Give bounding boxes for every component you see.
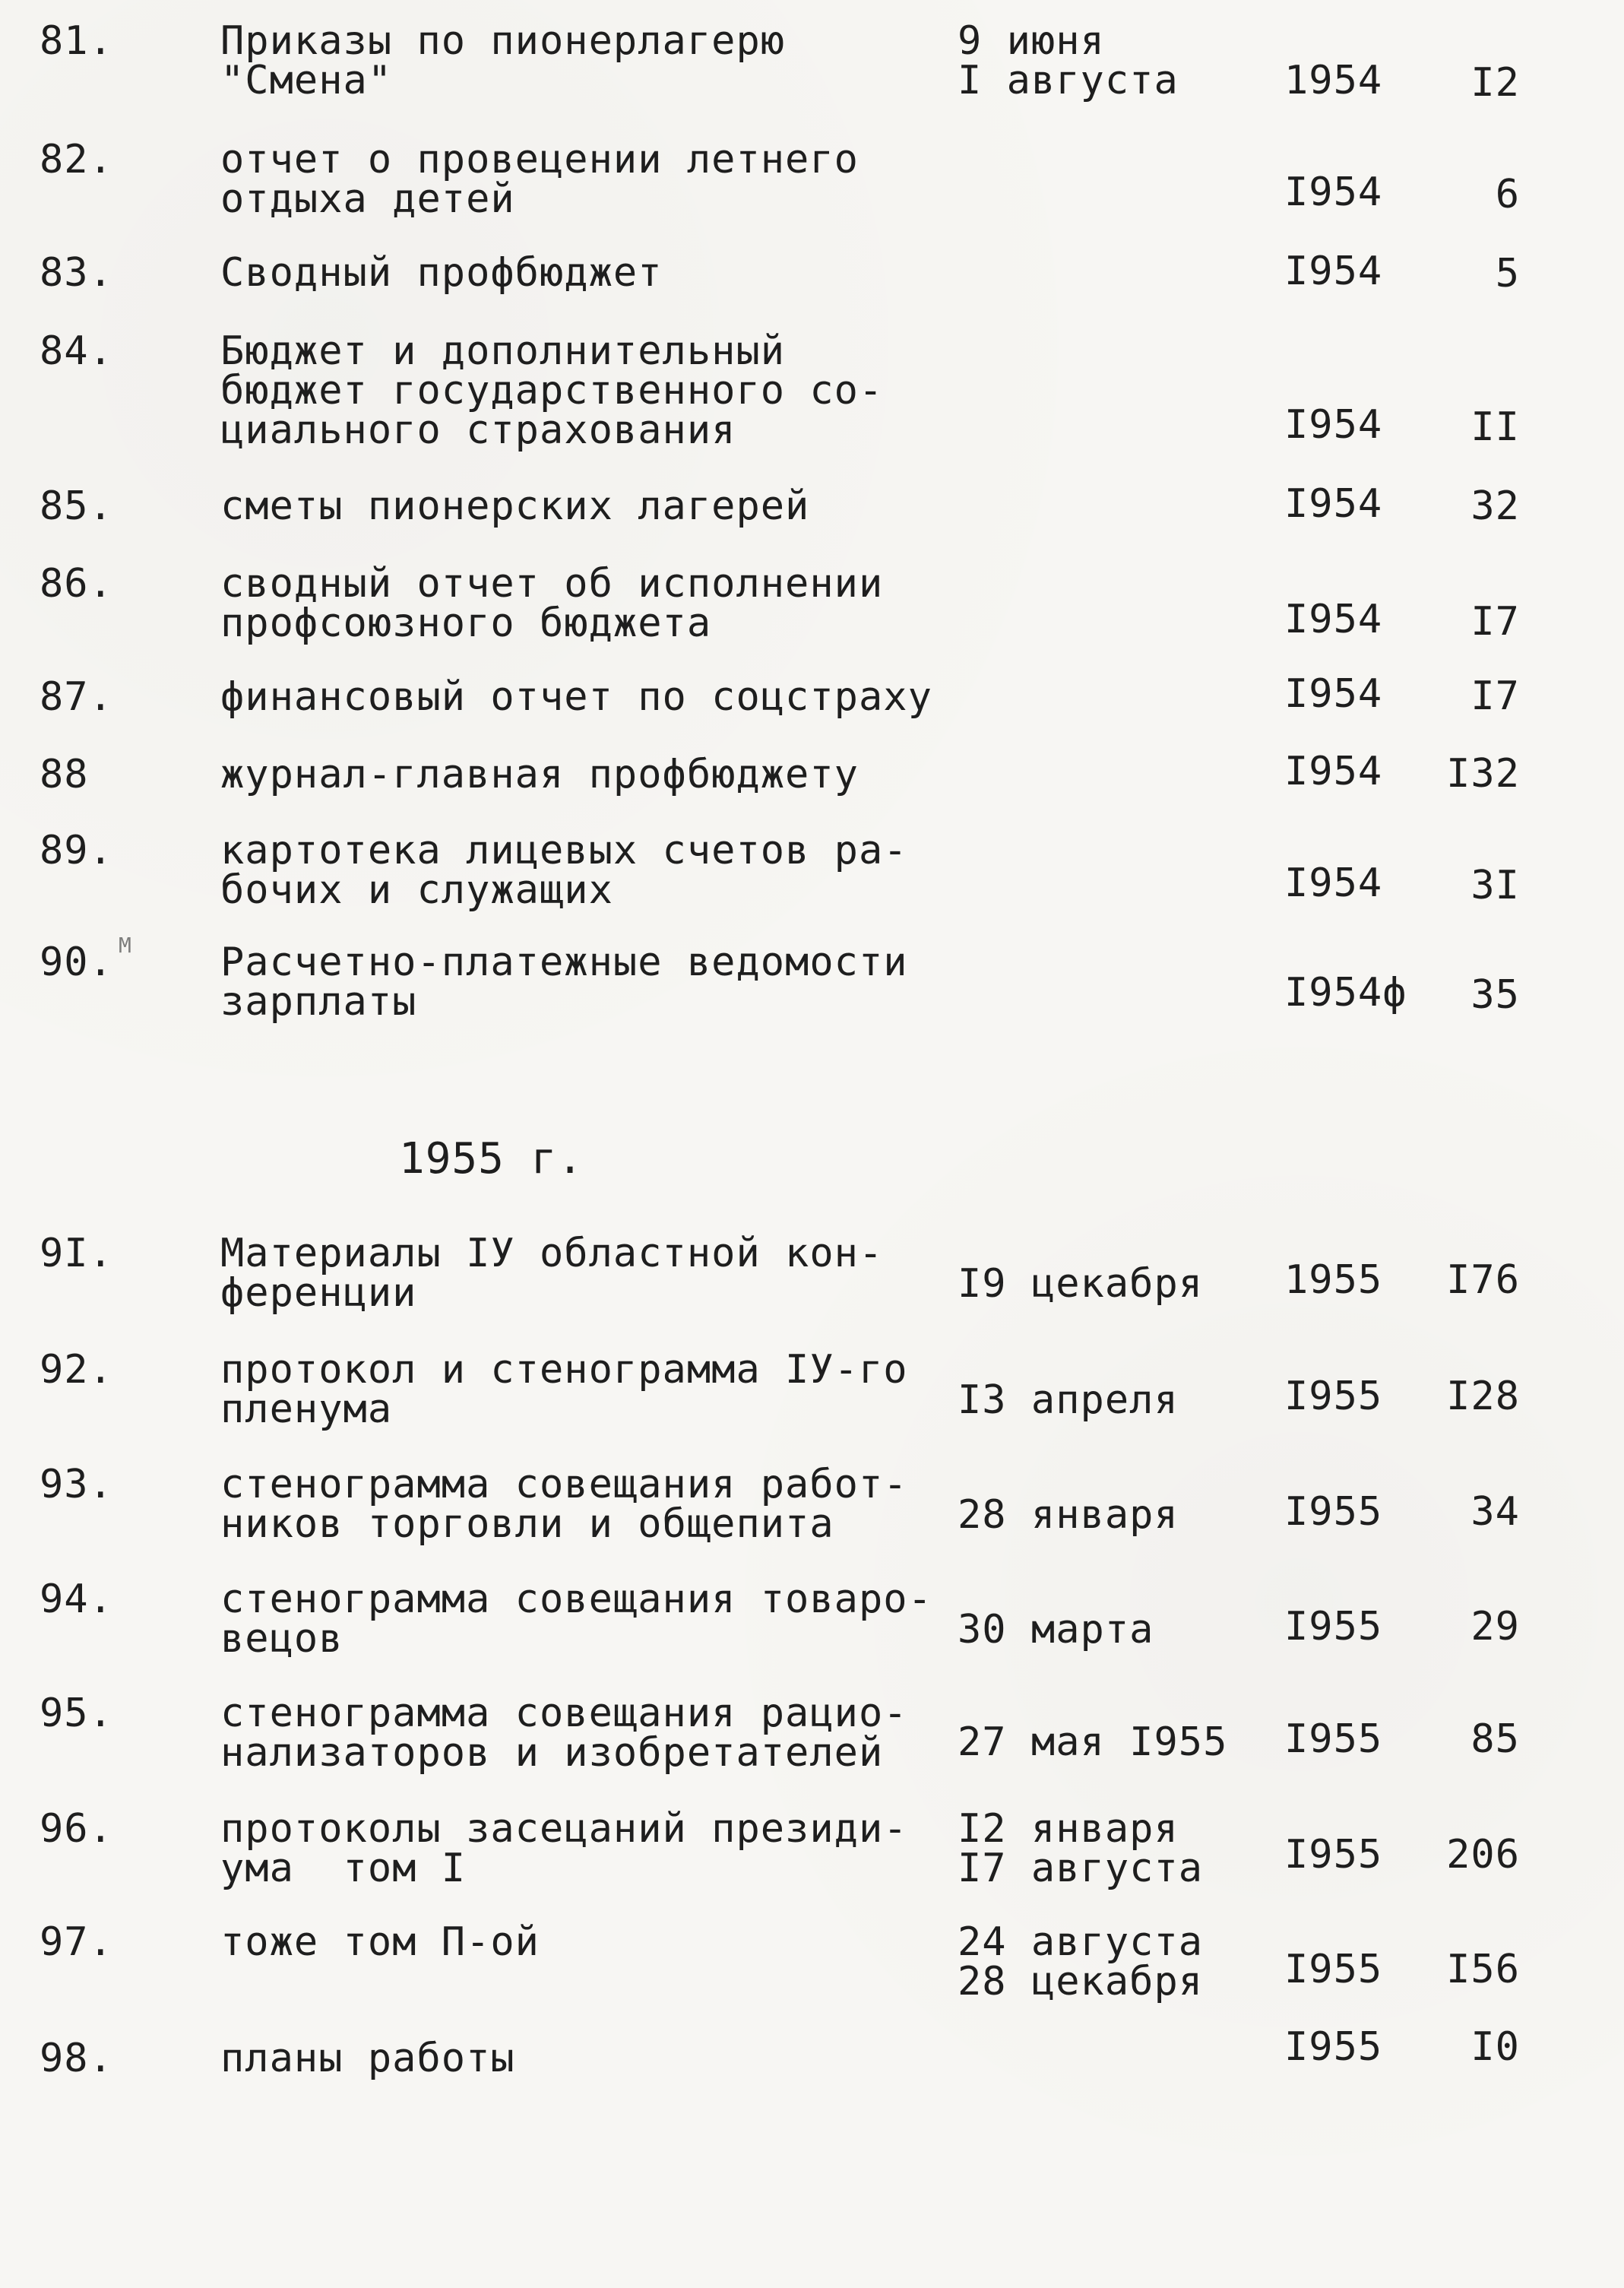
record-year: I954 <box>1284 671 1383 717</box>
record-sheets: 34 <box>1470 1489 1520 1535</box>
record-title: Приказы по пионерлагерю "Смена" <box>220 18 786 103</box>
record-sheets: I7 <box>1470 599 1520 645</box>
record-date: 24 августа 28 цекабря <box>958 1919 1204 2004</box>
record-title: Бюджет и дополнительный бюджет государственного со- циального страхования <box>220 328 884 453</box>
record-title: протокол и стенограмма IУ-го пленума <box>220 1347 908 1432</box>
record-title: финансовый отчет по соцстраху <box>220 674 932 720</box>
record-sheets: I76 <box>1446 1257 1520 1303</box>
record-title: протоколы засецаний президи- ума том I <box>220 1806 908 1891</box>
record-title: Расчетно-платежные ведомости зарплаты <box>220 940 908 1025</box>
record-number: 97. <box>40 1919 113 1965</box>
record-sheets: I0 <box>1470 2024 1520 2070</box>
record-title: картотека лицевых счетов ра- бочих и служащих <box>220 828 908 913</box>
record-year: I954 <box>1284 249 1383 294</box>
record-title: стенограмма совещания рацио- нализаторов и изобретателей <box>220 1691 908 1776</box>
record-title: журнал-главная профбюджету <box>220 752 859 797</box>
record-year: I954 <box>1284 860 1383 906</box>
record-date: I9 цекабря <box>958 1261 1204 1307</box>
record-number: 84. <box>40 328 113 374</box>
record-year: I955 <box>1284 1716 1383 1762</box>
record-number: 82. <box>40 137 113 182</box>
record-sheets: II <box>1470 404 1520 450</box>
record-sheets: I56 <box>1446 1947 1520 1992</box>
record-number: 9I. <box>40 1231 113 1276</box>
record-year: I954 <box>1284 749 1383 794</box>
record-year: I954 <box>1284 402 1383 448</box>
record-number: 96. <box>40 1806 113 1852</box>
record-sheets: 5 <box>1495 251 1520 296</box>
record-number: 98. <box>40 2036 113 2081</box>
record-number: 94. <box>40 1577 113 1622</box>
record-sheets: 85 <box>1470 1716 1520 1762</box>
record-year: I954 <box>1284 170 1383 215</box>
record-sheets: 6 <box>1495 172 1520 217</box>
margin-mark: М <box>119 933 131 958</box>
record-number: 89. <box>40 828 113 873</box>
year-heading-1955: 1955 г. <box>399 1134 584 1184</box>
record-number: 83. <box>40 250 113 296</box>
record-sheets: 3I <box>1470 863 1520 908</box>
record-number: 87. <box>40 674 113 720</box>
record-title: стенограмма совещания работ- ников торговли и общепита <box>220 1462 908 1547</box>
record-number: 93. <box>40 1462 113 1507</box>
record-sheets: 35 <box>1470 972 1520 1018</box>
record-year: I955 <box>1284 1489 1383 1535</box>
record-year: I955 <box>1284 1604 1383 1649</box>
record-number: 95. <box>40 1691 113 1736</box>
record-title: планы работы <box>220 2036 515 2081</box>
record-year: 1954 <box>1284 58 1383 103</box>
record-year: I954 <box>1284 481 1383 527</box>
record-date: 28 января <box>958 1492 1179 1538</box>
record-number: 81. <box>40 18 113 64</box>
record-title: Сводный профбюджет <box>220 250 663 296</box>
record-sheets: 206 <box>1446 1832 1520 1878</box>
record-sheets: I2 <box>1470 60 1520 106</box>
record-sheets: 29 <box>1470 1604 1520 1649</box>
record-year: I955 <box>1284 1832 1383 1878</box>
record-title: тоже том П-ой <box>220 1919 540 1965</box>
record-date: I2 января I7 августа <box>958 1806 1204 1891</box>
record-date: 9 июня I августа <box>958 18 1179 103</box>
record-year: I954ф <box>1284 970 1407 1016</box>
record-title: Материалы IУ областной кон- ференции <box>220 1231 884 1316</box>
record-year: I955 <box>1284 1374 1383 1419</box>
record-sheets: I32 <box>1446 751 1520 797</box>
record-year: I955 <box>1284 2024 1383 2070</box>
record-title: отчет о провецении летнего отдыха детей <box>220 137 859 222</box>
record-date: 30 марта <box>958 1607 1154 1653</box>
record-title: сводный отчет об исполнении профсоюзного бюджета <box>220 561 884 646</box>
record-title: стенограмма совещания товаро- вецов <box>220 1577 932 1662</box>
record-number: 92. <box>40 1347 113 1393</box>
record-date: I3 апреля <box>958 1377 1179 1423</box>
record-title: сметы пионерских лагерей <box>220 483 810 529</box>
record-year: I954 <box>1284 597 1383 642</box>
record-sheets: 32 <box>1470 483 1520 529</box>
record-number: 88 <box>40 752 89 797</box>
record-sheets: I28 <box>1446 1374 1520 1419</box>
record-number: 85. <box>40 483 113 529</box>
record-number: 86. <box>40 561 113 607</box>
record-year: 1955 <box>1284 1257 1383 1303</box>
record-sheets: I7 <box>1470 673 1520 719</box>
record-number: 90. <box>40 940 113 985</box>
record-year: I955 <box>1284 1947 1383 1992</box>
record-date: 27 мая I955 <box>958 1719 1228 1765</box>
